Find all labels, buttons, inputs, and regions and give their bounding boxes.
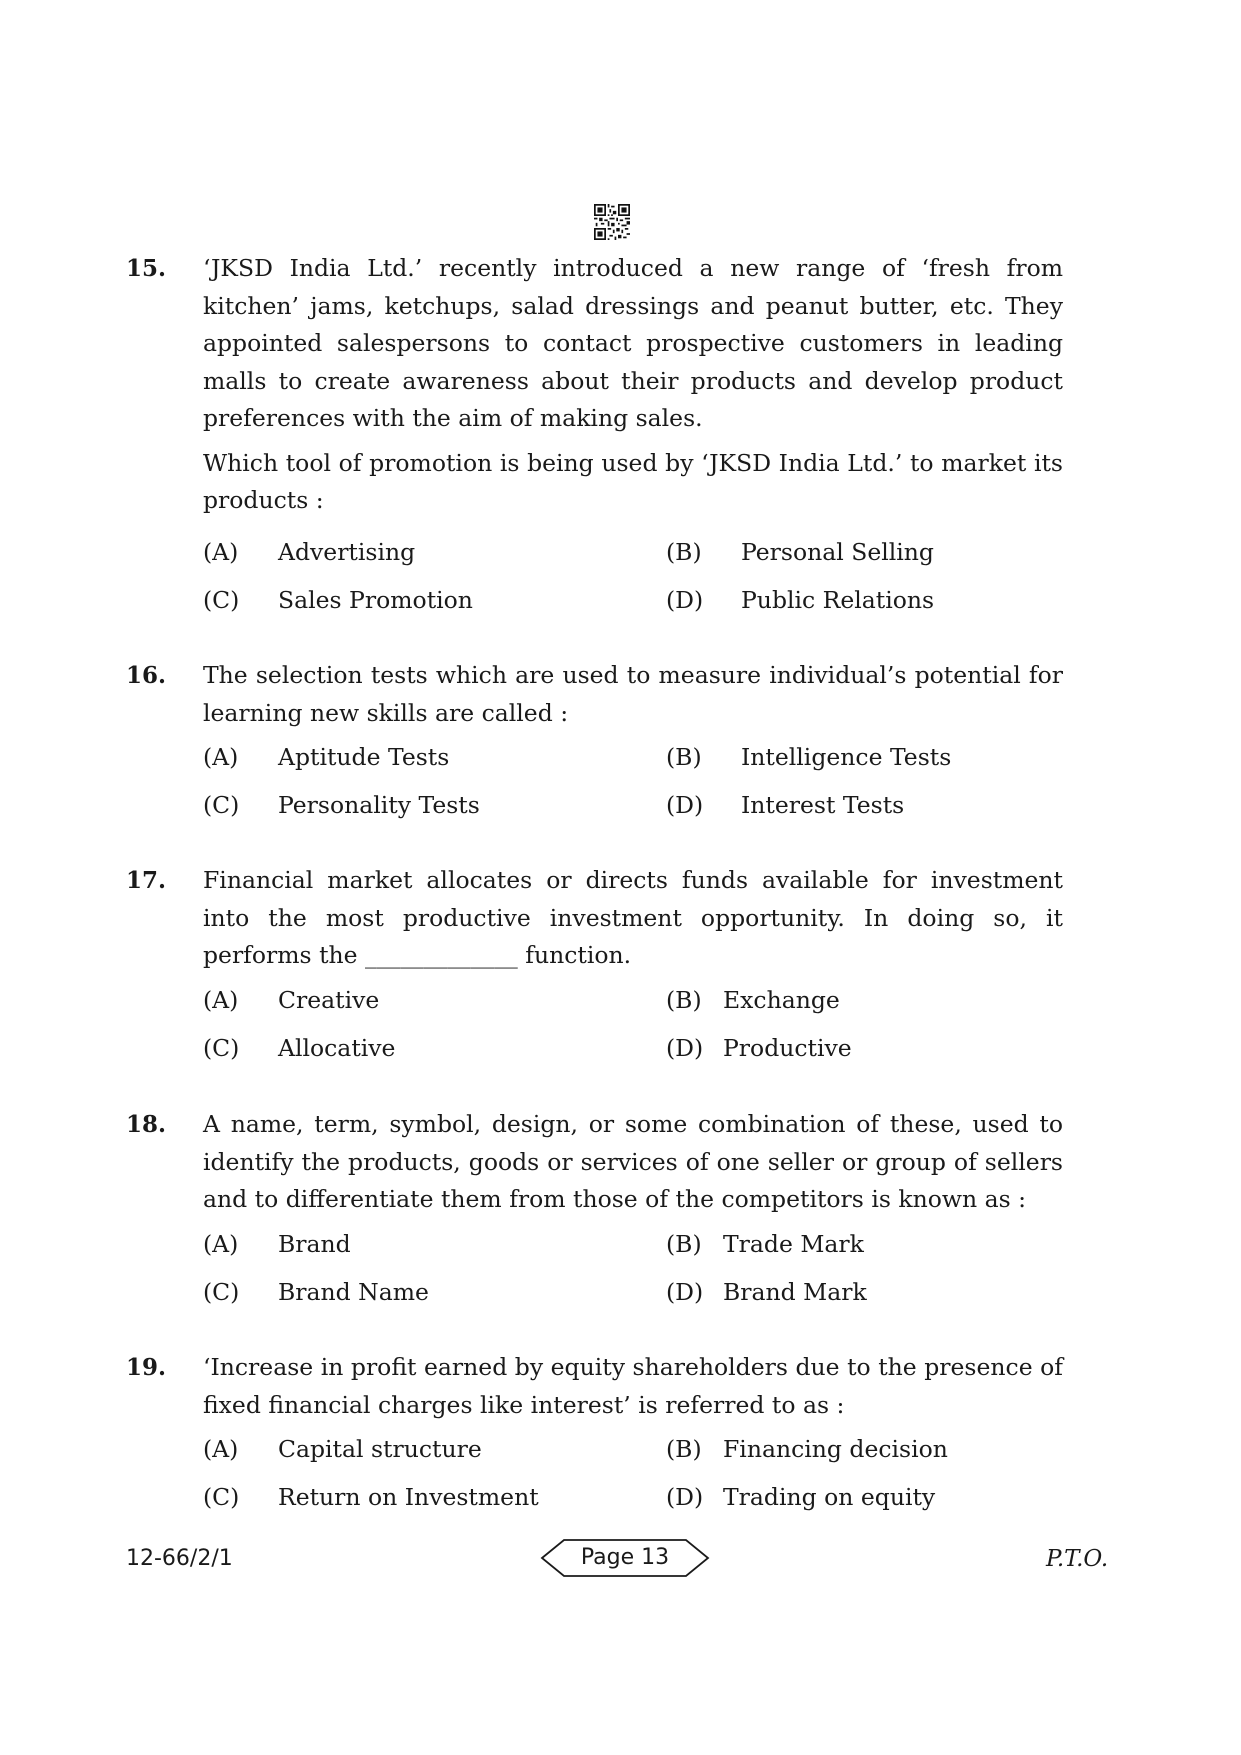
option-letter: (D) (666, 1034, 704, 1062)
option-c (203, 1482, 539, 1512)
option-text: Financing decision (723, 1435, 948, 1463)
option-text: Brand Name (278, 1278, 429, 1306)
question-text (203, 250, 1063, 527)
option-text: Creative (278, 986, 380, 1014)
question-text (203, 1349, 1063, 1431)
option-letter: (B) (666, 538, 702, 566)
question-text (203, 862, 1063, 982)
option-d (666, 790, 904, 820)
option-letter: (B) (666, 743, 702, 771)
option-a (203, 1229, 351, 1259)
option-d (666, 1482, 935, 1512)
option-text: Allocative (278, 1034, 396, 1062)
page-label: Page 13 (580, 1545, 670, 1570)
option-letter: (B) (666, 986, 702, 1014)
option-c (203, 585, 473, 615)
option-text: Personality Tests (278, 791, 480, 819)
question-paragraph: Which tool of promotion is being used by ‘JKSD India Ltd.’ to market its products : (203, 448, 1063, 514)
question-paragraph: The selection tests which are used to measure individual’s potential for learning new skills are called : (203, 661, 1063, 727)
question-number: 19. (126, 1354, 167, 1381)
option-letter: (A) (203, 743, 239, 771)
pto-label: P.T.O. (1046, 1546, 1109, 1572)
option-text: Brand Mark (723, 1278, 867, 1306)
option-text: Capital structure (278, 1435, 482, 1463)
option-text: Brand (278, 1230, 351, 1258)
option-a (203, 1434, 482, 1464)
option-d (666, 585, 934, 615)
option-text: Advertising (278, 538, 416, 566)
option-letter: (D) (666, 1483, 704, 1511)
option-c (203, 1277, 429, 1307)
option-a (203, 537, 415, 567)
option-a (203, 742, 449, 772)
option-b (666, 1434, 948, 1464)
option-letter: (A) (203, 538, 239, 566)
option-d (666, 1033, 852, 1063)
option-letter: (B) (666, 1230, 702, 1258)
question-paragraph: Financial market allocates or directs funds available for investment into the most productive investment opportunity. In doing so, it performs the _____________ function. (203, 866, 1063, 969)
question-paragraph: ‘JKSD India Ltd.’ recently introduced a new range of ‘fresh from kitchen’ jams, ketchups, salad dressings and peanut butter, etc. They appointed salespersons to contact prospective customers in leading malls to create awareness about their products and develop product preferences with the aim of making sales. (203, 254, 1063, 432)
option-text: Public Relations (741, 586, 935, 614)
option-c (203, 1033, 395, 1063)
option-d (666, 1277, 867, 1307)
question-number: 15. (126, 255, 167, 282)
option-letter: (C) (203, 1034, 240, 1062)
option-text: Sales Promotion (278, 586, 473, 614)
question-number: 16. (126, 662, 167, 689)
option-letter: (A) (203, 1435, 239, 1463)
paper-code: 12-66/2/1 (126, 1546, 233, 1571)
option-letter: (A) (203, 986, 239, 1014)
option-text: Return on Investment (278, 1483, 539, 1511)
page-number-badge (540, 1538, 710, 1578)
question-number: 18. (126, 1111, 167, 1138)
option-c (203, 790, 480, 820)
option-b (666, 1229, 864, 1259)
option-text: Productive (723, 1034, 852, 1062)
option-letter: (C) (203, 1483, 240, 1511)
question-text (203, 657, 1063, 739)
question-paragraph: ‘Increase in profit earned by equity shareholders due to the presence of fixed financial charges like interest’ is referred to as : (203, 1353, 1063, 1419)
question-paragraph: A name, term, symbol, design, or some combination of these, used to identify the products, goods or services of one seller or group of sellers and to differentiate them from those of the competitors is known as : (203, 1110, 1063, 1213)
option-letter: (C) (203, 1278, 240, 1306)
option-text: Trading on equity (723, 1483, 936, 1511)
qr-code (594, 204, 630, 240)
option-text: Trade Mark (723, 1230, 864, 1258)
question-number: 17. (126, 867, 167, 894)
option-text: Exchange (723, 986, 840, 1014)
option-letter: (D) (666, 1278, 704, 1306)
option-letter: (C) (203, 586, 240, 614)
option-text: Aptitude Tests (278, 743, 450, 771)
option-letter: (D) (666, 586, 704, 614)
option-letter: (A) (203, 1230, 239, 1258)
option-b (666, 742, 951, 772)
option-letter: (B) (666, 1435, 702, 1463)
option-b (666, 985, 840, 1015)
question-text (203, 1106, 1063, 1226)
option-letter: (D) (666, 791, 704, 819)
option-letter: (C) (203, 791, 240, 819)
option-a (203, 985, 379, 1015)
option-text: Personal Selling (741, 538, 934, 566)
option-text: Interest Tests (741, 791, 905, 819)
option-text: Intelligence Tests (741, 743, 952, 771)
option-b (666, 537, 934, 567)
